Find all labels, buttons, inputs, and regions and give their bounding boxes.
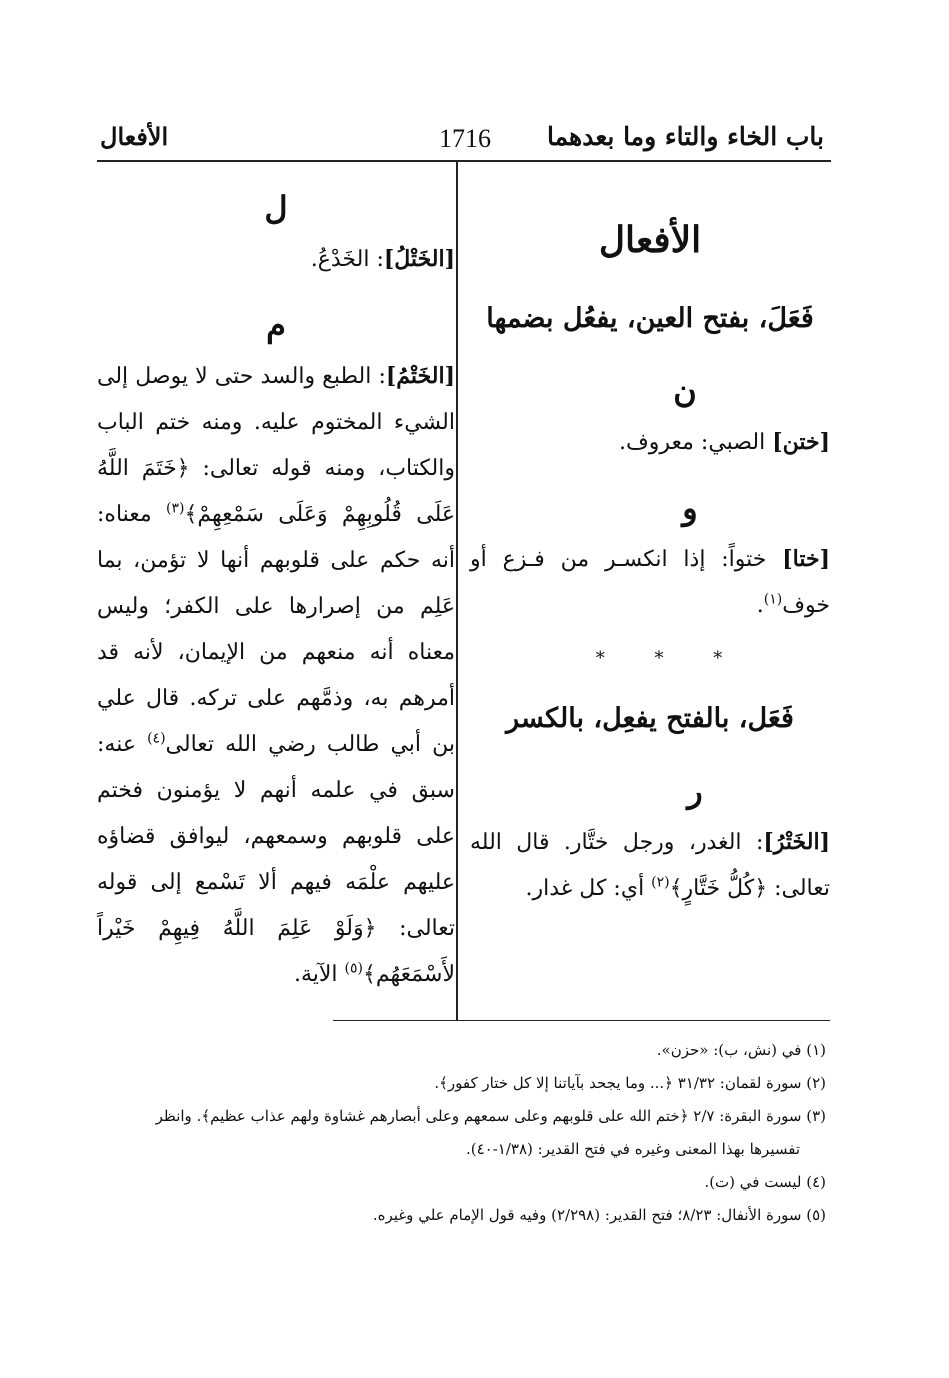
page-number: 1716 [439, 124, 491, 153]
footnote-1: (١) في (نش، ب): «حزن». [656, 1041, 826, 1059]
footnote-4: (٤) ليست في (ت). [704, 1173, 826, 1191]
footnote-rule [333, 1020, 830, 1021]
entry-text: : الطبع والسد حتى لا يوصل إلى الشيء المختوم عليه. ومنه ختم الباب والكتاب، ومنه قوله تعالى: ﴿خَتَمَ اللَّهُ عَلَى قُلُوبِهِمْ وَعَلَى سَمْعِهِمْ﴾ [97, 364, 455, 527]
header-rule [97, 160, 831, 162]
entry-khatan [470, 419, 830, 466]
letter-heading-waw: و [682, 489, 698, 527]
footnote-3-continuation: تفسيرها بهذا المعنى وغيره في فتح القدير: (١/٣٨-٤٠). [465, 1140, 800, 1158]
footnote-2: (٢) سورة لقمان: ٣١/٣٢ ﴿... وما يجحد بآياتنا إلا كل ختار كفور﴾. [434, 1074, 826, 1092]
footnote-ref: (٤) [147, 730, 166, 747]
pattern-heading-1: فَعَلَ، بفتح العين، يفعُل بضمها [486, 303, 814, 334]
letter-heading-mim: م [266, 306, 286, 344]
entry-khatm [97, 353, 455, 998]
section-title: الأفعال [598, 219, 702, 261]
footnotes [155, 1034, 826, 1232]
section-separator: * * * [595, 648, 745, 669]
entry-text: . [756, 593, 764, 618]
entry-text: الآية. [293, 962, 345, 987]
running-head-section: الأفعال [100, 122, 169, 151]
footnote-ref: (١) [763, 591, 783, 608]
entry-khatl [97, 236, 455, 283]
entry-khata [470, 536, 830, 629]
running-head-chapter: باب الخاء والتاء وما بعدهما [546, 122, 824, 151]
footnote-5: (٥) سورة الأنفال: ٨/٢٣؛ فتح القدير: (٢/٢٩٨) وفيه قول الإمام علي وغيره. [372, 1206, 826, 1224]
column-divider [456, 162, 458, 1020]
right-column [470, 205, 830, 912]
entry-text: عنه: سبق في علمه أنهم لا يؤمنون فختم على قلوبهم وسمعهم، ليوافق قضاؤه عليهم علْمَه فيهم ألا تَسْمع إلى قوله تعالى: ﴿وَلَوْ عَلِمَ اللَّهُ فِيهِمْ خَيْراً لأَسْمَعَهُم﴾ [97, 732, 455, 987]
letter-heading-ra: ر [687, 772, 703, 810]
entry-text: معناه: أنه حكم على قلوبهم أنها لا تؤمن، بما عَلِم من إصرارها على الكفر؛ وليس معناه أنه منعهم من الإيمان، لأنه قد أمرهم به، وذمَّهم على تركه. قال علي بن أبي طالب رضي الله تعالى [97, 502, 455, 757]
entry-text: الصبي: معروف. [618, 430, 773, 455]
entry-term: [الخَتْلُ] [383, 246, 455, 272]
entry-term: [الخَتْرُ] [763, 829, 830, 855]
entry-term: [ختن] [772, 429, 830, 455]
entry-term: [ختا] [782, 546, 830, 572]
entry-text: : الخَدْعُ. [310, 247, 384, 272]
entry-text: أي: كل غدار. [525, 876, 652, 901]
left-column [97, 180, 455, 998]
pattern-heading-2: فَعَل، بالفتح يفعِل، بالكسر [506, 703, 794, 734]
footnote-3: (٣) سورة البقرة: ٢/٧ ﴿ختم الله على قلوبهم وعلى سمعهم وعلى أبصارهم غشاوة ولهم عذاب عظيم﴾. وانظر [155, 1107, 826, 1125]
entry-khatr [470, 819, 830, 912]
footnote-ref: (٣) [165, 500, 185, 517]
entry-term: [الخَتْمُ] [385, 363, 455, 389]
footnote-ref: (٥) [344, 960, 363, 977]
letter-heading-nun: ن [673, 372, 697, 410]
letter-heading-lam: ل [264, 189, 288, 227]
entry-text: : الغدر، ورجل ختَّار. قال الله تعالى: ﴿كُلُّ خَتَّارٍ﴾ [470, 830, 830, 901]
footnote-ref: (٢) [651, 874, 670, 891]
entry-text: ختواً: إذا انكسـر من فـزع أو خوف [470, 547, 830, 618]
